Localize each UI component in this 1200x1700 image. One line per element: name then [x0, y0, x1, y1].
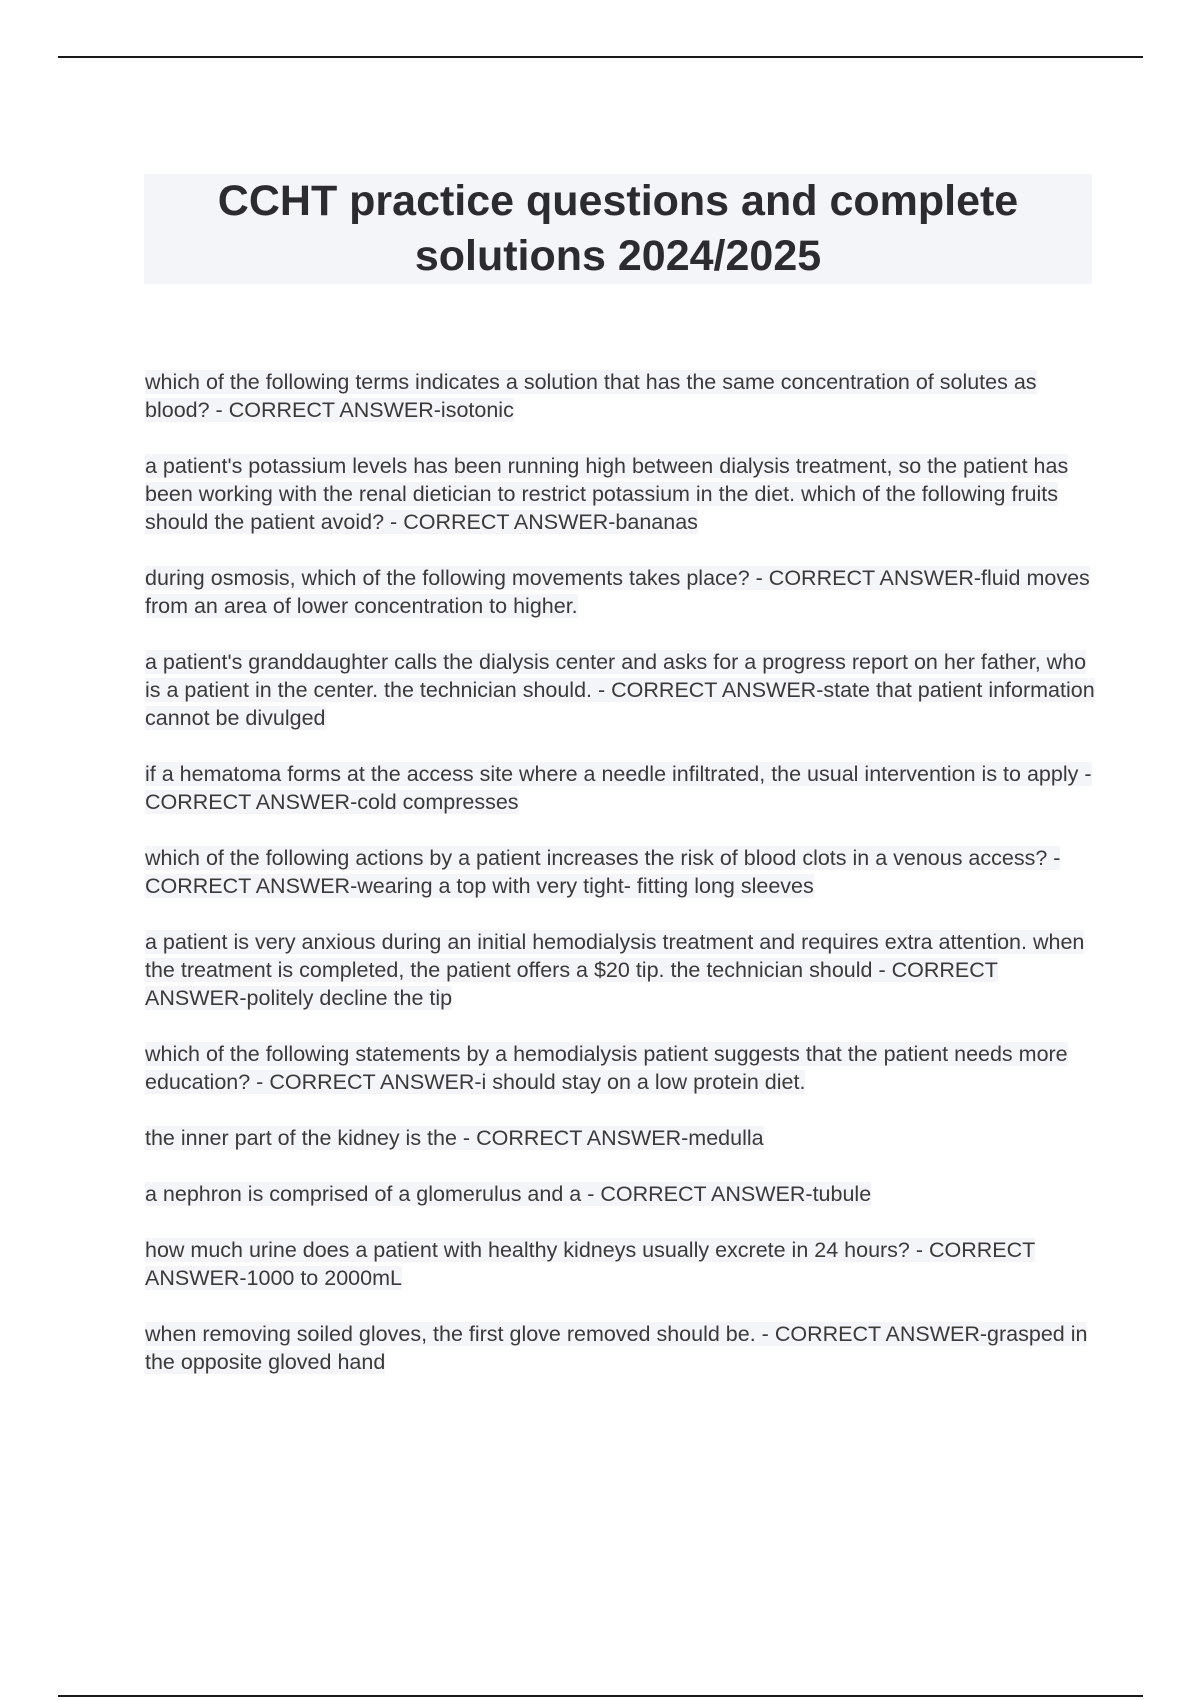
question-text: a patient is very anxious during an initial hemodialysis treatment and requires extra attention. when the treatment is completed, the patient offers a $20 tip. the technician should — [145, 930, 1085, 982]
qa-item — [145, 1180, 1095, 1208]
answer-text: state that patient information cannot be divulged — [145, 678, 1095, 730]
top-divider — [58, 56, 1143, 58]
qa-item — [145, 1040, 1095, 1096]
answer-text: fluid moves from an area of lower concentration to higher. — [145, 566, 1090, 618]
question-text: the inner part of the kidney is the — [145, 1126, 457, 1150]
question-text: which of the following actions by a patient increases the risk of blood clots in a venous access? — [145, 846, 1048, 870]
qa-item — [145, 564, 1095, 620]
qa-item — [145, 1236, 1095, 1292]
answer-text: cold compresses — [357, 790, 519, 814]
answer-label: CORRECT ANSWER- — [269, 1070, 482, 1094]
question-text: during osmosis, which of the following movements takes place? — [145, 566, 750, 590]
answer-label: CORRECT ANSWER- — [403, 510, 616, 534]
separator: - — [592, 678, 612, 702]
question-text: if a hematoma forms at the access site where a needle infiltrated, the usual intervention is to apply — [145, 762, 1079, 786]
answer-text: wearing a top with very tight- fitting long sleeves — [357, 874, 814, 898]
title-banner — [144, 174, 1092, 284]
qa-item — [145, 452, 1095, 536]
qa-item — [145, 368, 1095, 424]
question-text: which of the following terms indicates a solution that has the same concentration of solutes as blood? — [145, 370, 1037, 422]
qa-item — [145, 844, 1095, 900]
answer-text: politely decline the tip — [246, 986, 453, 1010]
answer-label: CORRECT ANSWER- — [145, 1238, 1035, 1290]
separator: - — [872, 958, 892, 982]
question-text: a nephron is comprised of a glomerulus and a — [145, 1182, 582, 1206]
answer-label: CORRECT ANSWER- — [768, 566, 982, 590]
separator: - — [755, 1322, 775, 1346]
answer-text: 1000 to 2000mL — [246, 1266, 402, 1290]
separator: - — [909, 1238, 929, 1262]
separator: - — [1078, 762, 1092, 786]
question-text: when removing soiled gloves, the first glove removed should be. — [145, 1322, 756, 1346]
answer-text: i should stay on a low protein diet. — [481, 1070, 806, 1094]
bottom-divider — [58, 1695, 1143, 1697]
answer-label: CORRECT ANSWER- — [611, 678, 824, 702]
question-text: which of the following statements by a hemodialysis patient suggests that the patient needs more education? — [145, 1042, 1068, 1094]
separator: - — [1047, 846, 1061, 870]
separator: - — [384, 510, 404, 534]
answer-label: CORRECT ANSWER- — [145, 790, 358, 814]
answer-label: CORRECT ANSWER- — [774, 1322, 988, 1346]
answer-label: CORRECT ANSWER- — [145, 874, 358, 898]
qa-item — [145, 1124, 1095, 1152]
qa-list — [145, 368, 1095, 1404]
separator: - — [581, 1182, 601, 1206]
question-text: a patient's granddaughter calls the dialysis center and asks for a progress report on her father, who is a patient in the center. the technician should. — [145, 650, 1087, 702]
answer-text: bananas — [615, 510, 698, 534]
qa-item — [145, 928, 1095, 1012]
separator: - — [749, 566, 769, 590]
answer-text: grasped in the opposite gloved hand — [145, 1322, 1088, 1374]
answer-label: CORRECT ANSWER- — [476, 1126, 689, 1150]
answer-text: tubule — [812, 1182, 872, 1206]
answer-label: CORRECT ANSWER- — [600, 1182, 813, 1206]
separator: - — [250, 1070, 270, 1094]
question-text: how much urine does a patient with healthy kidneys usually excrete in 24 hours? — [145, 1238, 910, 1262]
answer-text: isotonic — [440, 398, 514, 422]
answer-text: medulla — [688, 1126, 764, 1150]
separator: - — [209, 398, 229, 422]
document-title: CCHT practice questions and complete solutions 2024/2025 — [217, 177, 1019, 280]
answer-label: CORRECT ANSWER- — [228, 398, 441, 422]
qa-item — [145, 1320, 1095, 1376]
question-text: a patient's potassium levels has been running high between dialysis treatment, so the patient has been working with the renal dietician to restrict potassium in the diet. which of the following fruits should the patient avoid? — [145, 454, 1069, 534]
qa-item — [145, 648, 1095, 732]
answer-label: CORRECT ANSWER- — [145, 958, 998, 1010]
qa-item — [145, 760, 1095, 816]
separator: - — [456, 1126, 477, 1150]
